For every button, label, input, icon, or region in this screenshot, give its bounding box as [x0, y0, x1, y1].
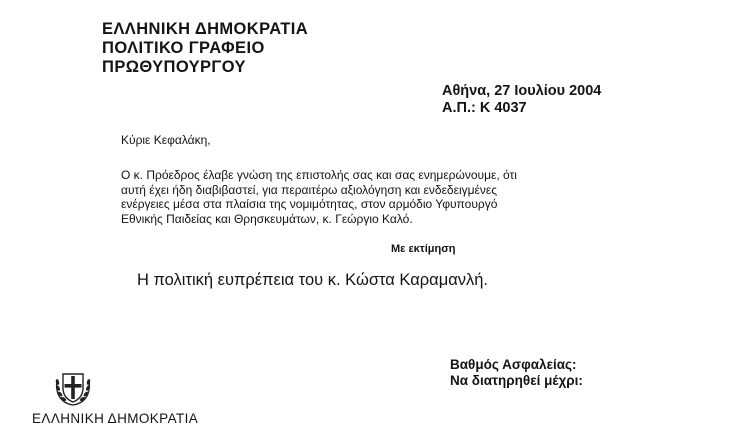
protocol-number: Α.Π.: Κ 4037 — [442, 100, 527, 116]
closing: Με εκτίμηση — [391, 243, 456, 255]
letterhead — [102, 20, 308, 77]
letterhead-line-3: ΠΡΩΘΥΠΟΥΡΓΟΥ — [102, 58, 246, 76]
letterhead-line-2: ΠΟΛΙΤΙΚΟ ΓΡΑΦΕΙΟ — [102, 39, 265, 57]
dateline — [442, 83, 601, 117]
footer-title: ΕΛΛΗΝΙΚΗ ΔΗΜΟΚΡΑΤΙΑ — [32, 411, 199, 426]
body-line: Εθνικής Παιδείας και Θρησκευμάτων, κ. Γεώργιο Καλό. — [121, 211, 413, 226]
retain-until-label: Να διατηρηθεί μέχρι: — [450, 373, 583, 388]
body-line: αυτή έχει ήδη διαβιβαστεί, για περαιτέρω αξιολόγηση και ενδεδειγμένες — [121, 182, 498, 197]
body-line: ενέργειες μέσα στα πλαίσια της νομιμότητας, στον αρμόδιο Υφυπουργό — [121, 197, 498, 211]
salutation: Κύριε Κεφαλάκη, — [121, 133, 211, 147]
security-level-label: Βαθμός Ασφαλείας: — [450, 357, 577, 372]
security-block — [450, 357, 583, 389]
courtesy-signature: Η πολιτική ευπρέπεια του κ. Κώστα Καραμανλή. — [137, 271, 488, 289]
body-line: Ο κ. Πρόεδρος έλαβε γνώση της επιστολής σας και σας ενημερώνουμε, ότι — [121, 168, 517, 182]
letter-date: Αθήνα, 27 Ιουλίου 2004 — [442, 83, 602, 99]
letterhead-line-1: ΕΛΛΗΝΙΚΗ ΔΗΜΟΚΡΑΤΙΑ — [102, 20, 309, 38]
letter-body — [121, 168, 623, 226]
greek-coat-of-arms-icon — [52, 366, 94, 408]
